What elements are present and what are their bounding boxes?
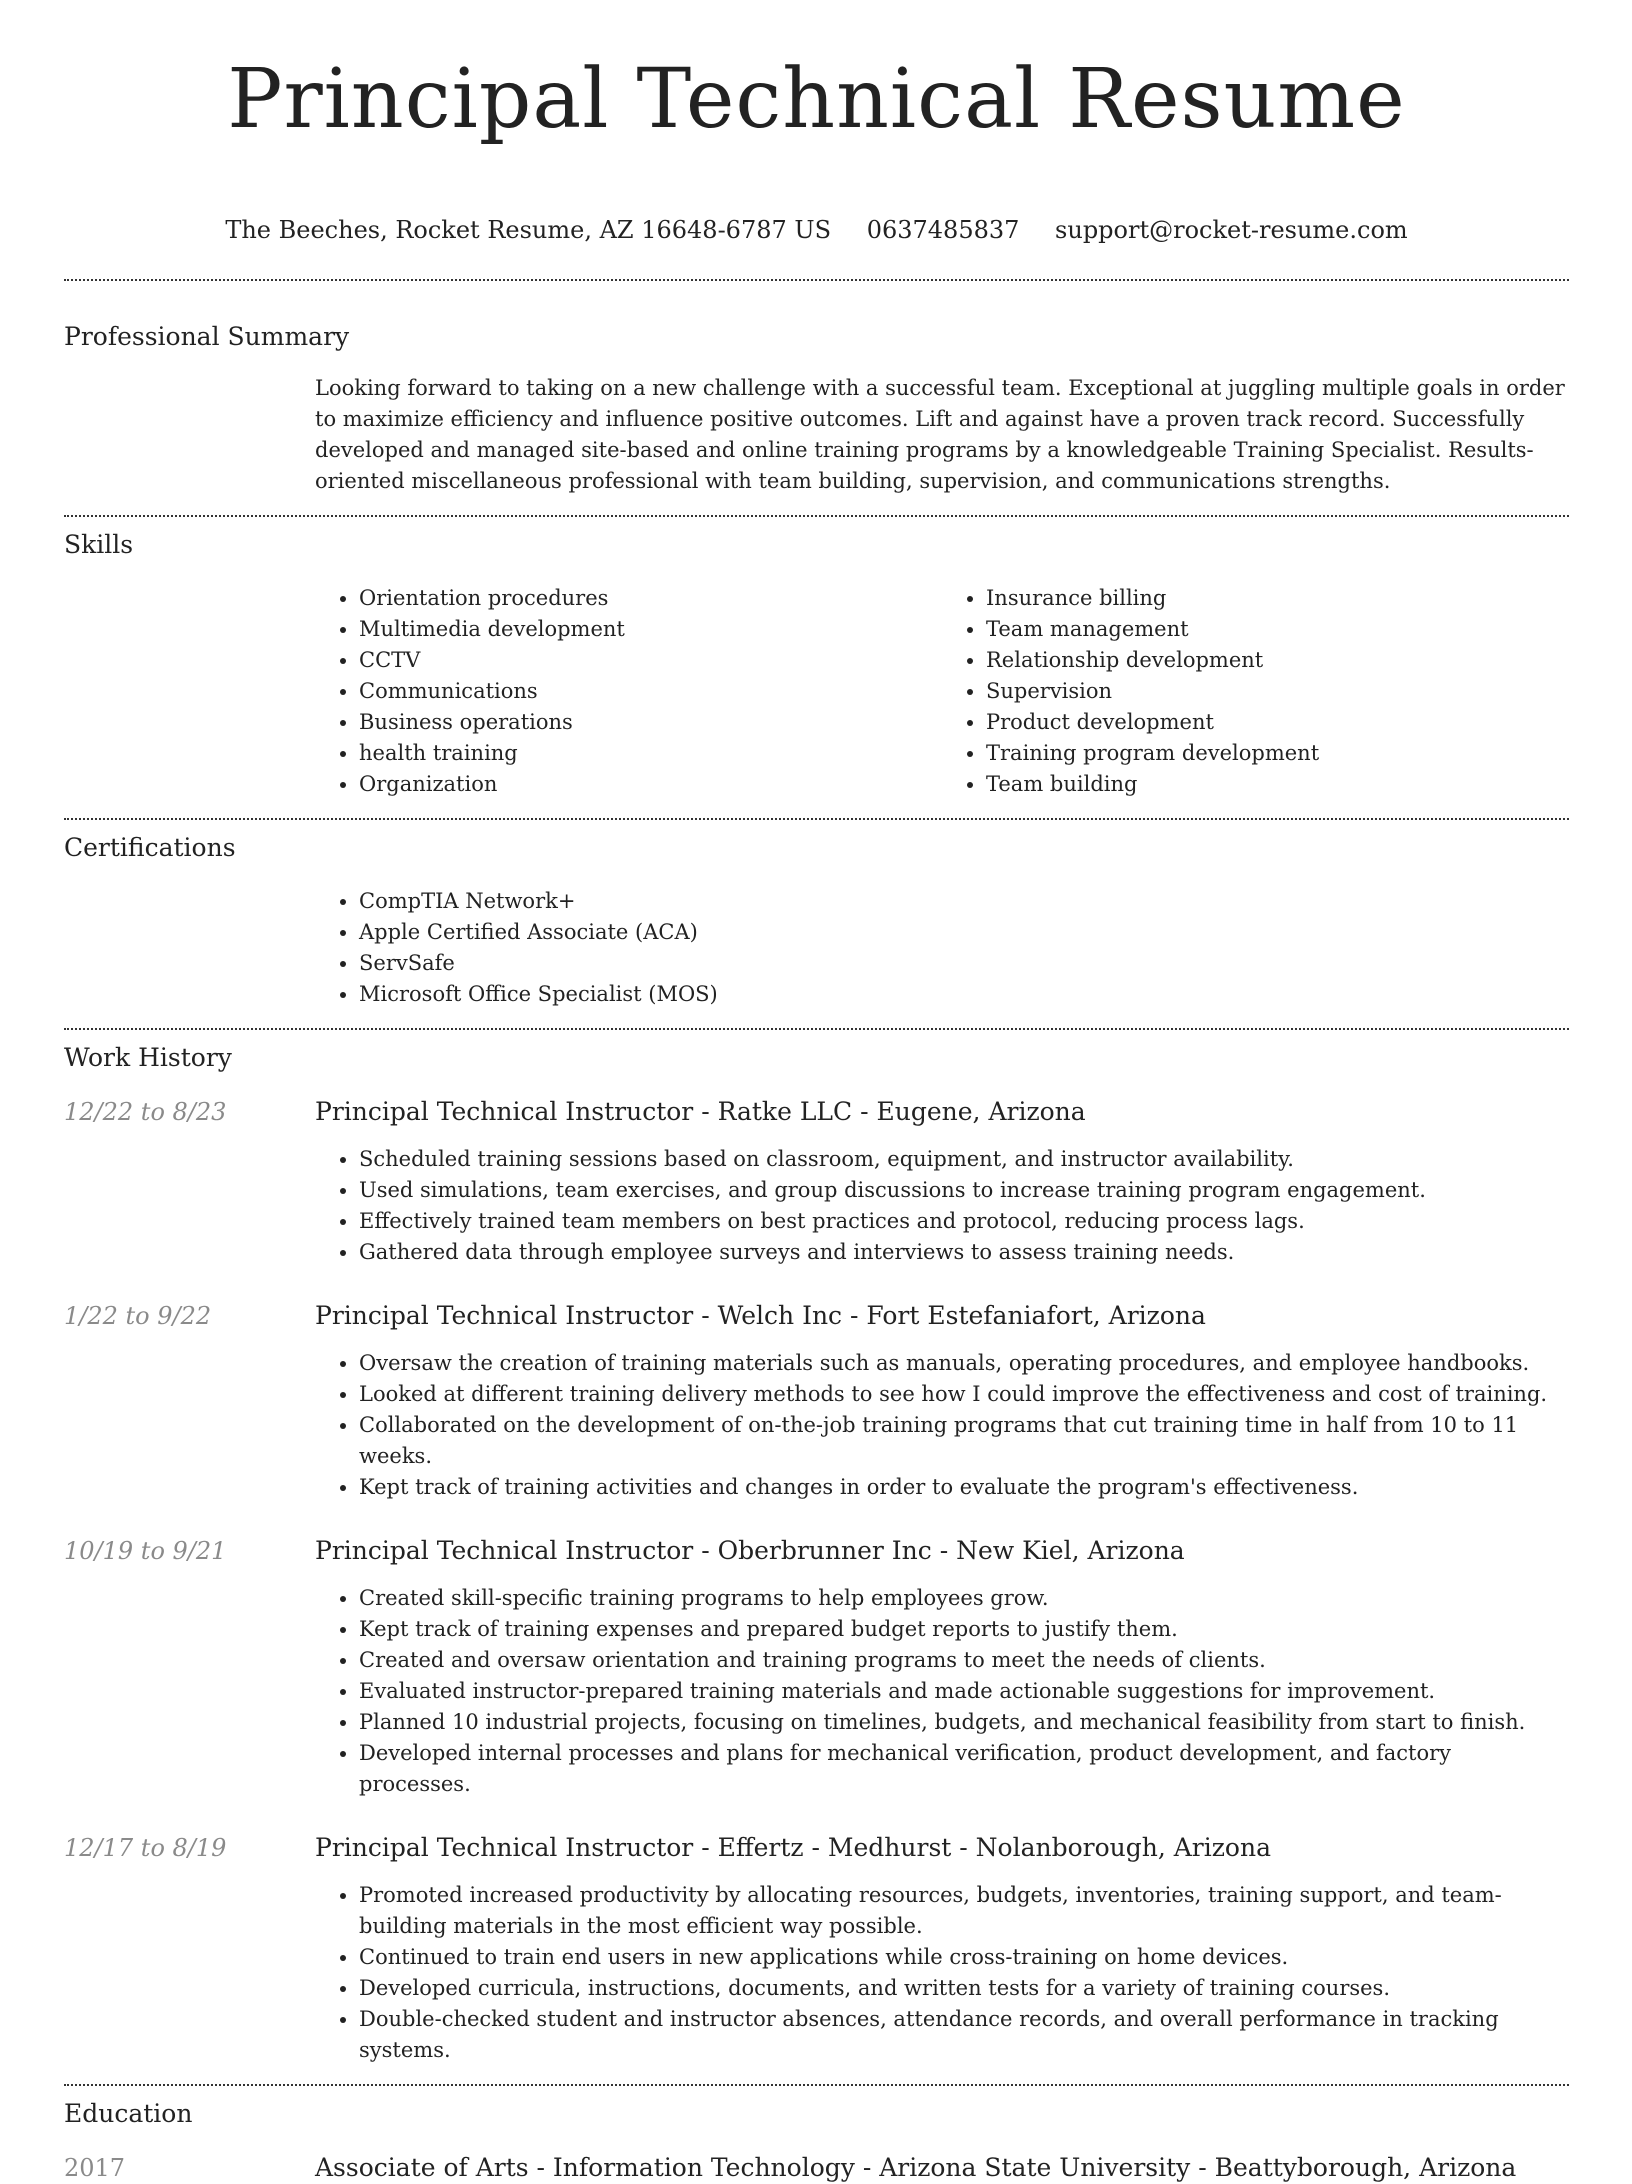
skill-item: • Relationship development [986,645,1569,676]
job-entry [64,1300,1569,1503]
section-title-certifications: Certifications [64,833,236,862]
skill-item: • Insurance billing [986,583,1569,614]
job-entry [64,1832,1569,2066]
job-bullet: • Developed internal processes and plans for mechanical verification, product development, and factory processes. [359,1738,1569,1800]
job-title: Principal Technical Instructor - Effertz - Medhurst - Nolanborough, Arizona [315,1833,1271,1862]
job-date: 1/22 to 9/22 [64,1302,212,1330]
job-bullet: • Scheduled training sessions based on classroom, equipment, and instructor availability. [359,1144,1569,1175]
certification-item: • Apple Certified Associate (ACA) [359,917,1569,948]
job-bullets [315,1880,1569,2066]
job-bullet: • Double-checked student and instructor absences, attendance records, and overall performance in tracking systems. [359,2004,1569,2066]
certifications-list [315,886,1569,1010]
job-date: 10/19 to 9/21 [64,1537,227,1565]
contact-address: The Beeches, Rocket Resume, AZ 16648-6787 US [225,216,832,244]
job-bullet: • Used simulations, team exercises, and group discussions to increase training program engagement. [359,1175,1569,1206]
divider [64,279,1569,281]
contact-email: support@rocket-resume.com [1055,216,1408,244]
job-bullet: • Continued to train end users in new applications while cross-training on home devices. [359,1942,1569,1973]
contact-phone: 0637485837 [866,216,1020,244]
skill-item: • Product development [986,707,1569,738]
skill-item: • Training program development [986,738,1569,769]
section-title-summary: Professional Summary [64,322,350,351]
certifications-section [64,832,1569,1010]
resume-header [64,0,1569,245]
certification-item: • Microsoft Office Specialist (MOS) [359,979,1569,1010]
skills-list-left [315,583,942,800]
summary-section [64,321,1569,497]
job-date: 12/22 to 8/23 [64,1098,227,1126]
section-title-education: Education [64,2099,193,2128]
job-bullets [315,1348,1569,1503]
skill-item: • Multimedia development [359,614,942,645]
job-bullet: • Planned 10 industrial projects, focusing on timelines, budgets, and mechanical feasibility from start to finish. [359,1707,1569,1738]
skill-item: • Team building [986,769,1569,800]
skill-item: • CCTV [359,645,942,676]
job-title: Principal Technical Instructor - Ratke LLC - Eugene, Arizona [315,1097,1086,1126]
divider [64,515,1569,517]
section-title-skills: Skills [64,530,134,559]
contact-line [64,215,1569,245]
skill-item: • Team management [986,614,1569,645]
job-bullet: • Created and oversaw orientation and training programs to meet the needs of clients. [359,1645,1569,1676]
summary-text: Looking forward to taking on a new challenge with a successful team. Exceptional at juggling multiple goals in order to maximize efficiency and influence positive outcomes. Lift and against have a proven track record. Successfully developed and managed site-based and online training programs by a knowledgeable Training Specialist. Results-oriented miscellaneous professional with team building, supervision, and communications strengths. [315,376,1565,493]
job-bullets [315,1144,1569,1268]
education-entry [64,2152,1569,2184]
skills-list-right [942,583,1569,800]
job-bullets [315,1583,1569,1800]
divider [64,2084,1569,2086]
job-entry [64,1535,1569,1800]
resume-page [64,0,1569,2184]
section-title-work-history: Work History [64,1043,232,1072]
skill-item: • health training [359,738,942,769]
skill-item: • Orientation procedures [359,583,942,614]
job-bullet: • Oversaw the creation of training materials such as manuals, operating procedures, and employee handbooks. [359,1348,1569,1379]
skill-item: • Communications [359,676,942,707]
job-bullet: • Kept track of training activities and changes in order to evaluate the program's effectiveness. [359,1472,1569,1503]
work-history-section [64,1042,1569,2066]
job-date: 12/17 to 8/19 [64,1834,227,1862]
job-bullet: • Developed curricula, instructions, documents, and written tests for a variety of training courses. [359,1973,1569,2004]
job-title: Principal Technical Instructor - Oberbrunner Inc - New Kiel, Arizona [315,1536,1185,1565]
job-entry [64,1096,1569,1268]
skill-item: • Supervision [986,676,1569,707]
skills-section [64,529,1569,800]
job-bullet: • Kept track of training expenses and prepared budget reports to justify them. [359,1614,1569,1645]
job-bullet: • Gathered data through employee surveys and interviews to assess training needs. [359,1237,1569,1268]
job-bullet: • Effectively trained team members on best practices and protocol, reducing process lags. [359,1206,1569,1237]
job-bullet: • Evaluated instructor-prepared training materials and made actionable suggestions for improvement. [359,1676,1569,1707]
job-bullet: • Created skill-specific training programs to help employees grow. [359,1583,1569,1614]
job-title: Principal Technical Instructor - Welch Inc - Fort Estefaniafort, Arizona [315,1301,1206,1330]
job-bullet: • Promoted increased productivity by allocating resources, budgets, inventories, training support, and team-building materials in the most efficient way possible. [359,1880,1569,1942]
job-bullet: • Collaborated on the development of on-the-job training programs that cut training time in half from 10 to 11 weeks. [359,1410,1569,1472]
certification-item: • CompTIA Network+ [359,886,1569,917]
education-title: Associate of Arts - Information Technology - Arizona State University - Beattyborough, Arizona [315,2153,1517,2182]
divider [64,818,1569,820]
education-section [64,2098,1569,2184]
skill-item: • Business operations [359,707,942,738]
divider [64,1028,1569,1030]
education-date: 2017 [64,2154,126,2182]
resume-name: Principal Technical Resume [227,52,1406,147]
job-bullet: • Looked at different training delivery methods to see how I could improve the effectiveness and cost of training. [359,1379,1569,1410]
certification-item: • ServSafe [359,948,1569,979]
skill-item: • Organization [359,769,942,800]
